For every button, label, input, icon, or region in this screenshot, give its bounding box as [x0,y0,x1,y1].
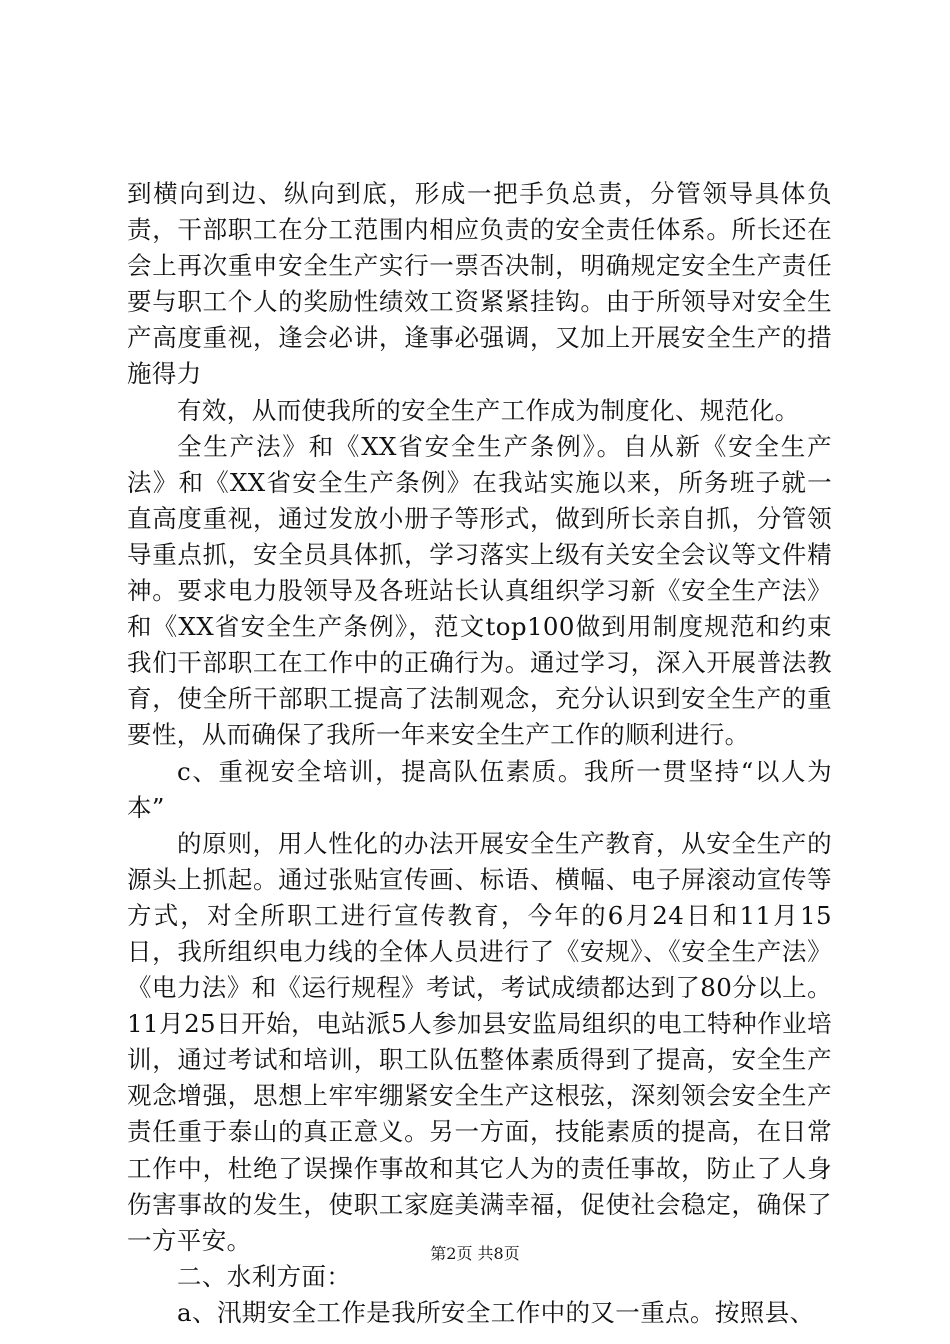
document-body [127,176,832,1331]
paragraph-institutionalized: 有效，从而使我所的安全生产工作成为制度化、规范化。 [177,395,800,425]
page-number: 第2页 共8页 [430,1244,520,1263]
section-heading-water-conservancy: 二、水利方面： [177,1261,352,1291]
page-footer [0,1244,950,1264]
paragraph-safety-law-study: 全生产法》和《XX省安全生产条例》。自从新《安全生产法》和《XX省安全生产条例》在我站实施以来，所务班子就一直高度重视，通过发放小册子等形式，做到所长亲自抓，分管领导重点抓，安全员具体抓，学习落实上级有关安全会议等文件精神。要求电力股领导及各班站长认真组织学习新《安全生产法》和《XX省安全生产条例》，范文top100做到用制度规范和约束我们干部职工在工作中的正确行为。通过学习，深入开展普法教育，使全所干部职工提高了法制观念，充分认识到安全生产的重要性，从而确保了我所一年来安全生产工作的顺利进行。 [127,431,832,750]
paragraph-safety-education: 的原则，用人性化的办法开展安全生产教育，从安全生产的源头上抓起。通过张贴宣传画、标语、横幅、电子屏滚动宣传等方式，对全所职工进行宣传教育，今年的6月24日和11月15日，我所组织电力线的全体人员进行了《安规》、《安全生产法》《电力法》和《运行规程》考试，考试成绩都达到了80分以上。11月25日开始，电站派5人参加县安监局组织的电工特种作业培训，通过考试和培训，职工队伍整体素质得到了提高，安全生产观念增强，思想上牢牢绷紧安全生产这根弦，深刻领会安全生产责任重于泰山的真正意义。另一方面，技能素质的提高，在日常工作中，杜绝了误操作事故和其它人为的责任事故，防止了人身伤害事故的发生，使职工家庭美满幸福，促使社会稳定，确保了一方平安。 [127,828,832,1255]
paragraph-safety-training-heading: c、重视安全培训，提高队伍素质。我所一贯坚持“以人为本” [127,756,832,822]
paragraph-responsibility-system: 到横向到边、纵向到底，形成一把手负总责，分管领导具体负责，干部职工在分工范围内相应负责的安全责任体系。所长还在会上再次重申安全生产实行一票否决制，明确规定安全生产责任要与职工个人的奖励性绩效工资紧紧挂钩。由于所领导对安全生产高度重视，逢会必讲，逢事必强调，又加上开展安全生产的措施得力 [127,179,832,389]
paragraph-flood-season-safety: a、汛期安全工作是我所安全工作中的又一重点。按照县、 [177,1297,815,1327]
